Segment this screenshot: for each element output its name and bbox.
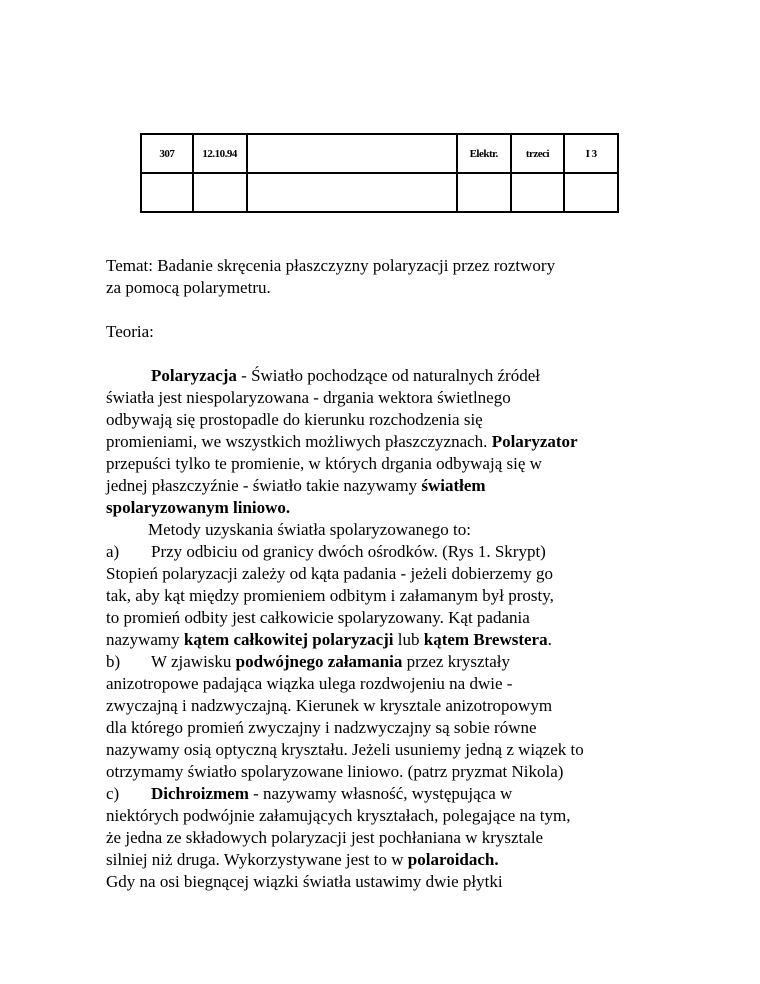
paragraph-line: odbywają się prostopadle do kierunku rozchodzenia się: [106, 410, 483, 429]
paragraph-line: silniej niż druga. Wykorzystywane jest to w polaroidach.: [106, 850, 499, 869]
term-dichroizmem: Dichroizmem: [151, 784, 249, 803]
table-cell: [193, 173, 247, 212]
term-polaryzator: Polaryzator: [491, 432, 578, 451]
paragraph-line: Polaryzacja - Światło pochodzące od naturalnych źródeł: [151, 366, 540, 385]
header-table: [140, 133, 619, 213]
table-cell-number: 307: [141, 134, 193, 173]
term-swiatlem: światłem: [421, 476, 486, 495]
list-label-a: a): [106, 542, 120, 561]
topic-line-2: za pomocą polarymetru.: [106, 278, 271, 297]
paragraph-line: to promień odbity jest całkowicie spolaryzowany. Kąt padania: [106, 608, 530, 627]
paragraph-line: Gdy na osi biegnącej wiązki światła ustawimy dwie płytki: [106, 872, 503, 891]
table-cell: [564, 173, 618, 212]
paragraph-line: przepuści tylko te promienie, w których drgania odbywają się w: [106, 454, 542, 473]
term-kat-calkowitej: kątem całkowitej polaryzacji: [183, 630, 394, 649]
paragraph-line: otrzymamy światło spolaryzowane liniowo. (patrz pryzmat Nikola): [106, 762, 564, 781]
header-table-row: [141, 134, 618, 173]
theory-heading: Teoria:: [106, 322, 154, 341]
table-cell-group: I 3: [564, 134, 618, 173]
list-item-a: a) Przy odbiciu od granicy dwóch ośrodków. (Rys 1. Skrypt): [106, 542, 546, 561]
table-cell: [457, 173, 511, 212]
list-label-b: b): [106, 652, 121, 671]
body-text: [106, 255, 686, 893]
paragraph-line: [106, 497, 686, 519]
table-cell-year: trzeci: [511, 134, 565, 173]
topic-line-1: Temat: Badanie skręcenia płaszczyzny polaryzacji przez roztwory: [106, 256, 556, 275]
paragraph-line: zwyczajną i nadzwyczajną. Kierunek w krysztale anizotropowym: [106, 696, 553, 715]
table-cell: [141, 173, 193, 212]
list-item-b: b) W zjawisku podwójnego załamania przez kryształy: [106, 652, 511, 671]
term-polaryzacja: Polaryzacja: [151, 366, 237, 385]
paragraph-line: nazywamy osią optyczną kryształu. Jeżeli usuniemy jedną z wiązek to: [106, 740, 584, 759]
term-polaroidach: polaroidach.: [407, 850, 499, 869]
list-label-c: c): [106, 784, 120, 803]
paragraph-line: Stopień polaryzacji zależy od kąta padania - jeżeli dobierzemy go: [106, 564, 553, 583]
paragraph-line: dla którego promień zwyczajny i nadzwyczajny są sobie równe: [106, 718, 537, 737]
term-spolaryzowanym: spolaryzowanym liniowo.: [106, 498, 291, 517]
term-kat-brewstera: kątem Brewstera: [423, 630, 548, 649]
paragraph-line: promieniami, we wszystkich możliwych płaszczyznach. Polaryzator: [106, 432, 578, 451]
paragraph-line: tak, aby kąt między promieniem odbitym i załamanym był prosty,: [106, 586, 554, 605]
table-cell-blank: [247, 134, 457, 173]
paragraph-line: niektórych podwójnie załamujących kryształach, polegające na tym,: [106, 806, 571, 825]
paragraph-line: światła jest niespolaryzowana - drgania wektora świetlnego: [106, 388, 511, 407]
table-cell: [247, 173, 457, 212]
paragraph-line: anizotropowe padająca wiązka ulega rozdwojeniu na dwie -: [106, 674, 513, 693]
paragraph-line: Metody uzyskania światła spolaryzowanego to:: [148, 520, 471, 539]
list-item-c: c) Dichroizmem - nazywamy własność, występująca w: [106, 784, 513, 803]
paragraph-line: nazywamy kątem całkowitej polaryzacji lub kątem Brewstera.: [106, 630, 552, 649]
table-cell: [511, 173, 565, 212]
table-cell-field: Elektr.: [457, 134, 511, 173]
table-cell-date: 12.10.94: [193, 134, 247, 173]
header-table-row: [141, 173, 618, 212]
paragraph-line: że jedna ze składowych polaryzacji jest pochłaniana w krysztale: [106, 828, 544, 847]
paragraph-line: jednej płaszczyźnie - światło takie nazywamy światłem: [106, 476, 486, 495]
term-podwojnego: podwójnego załamania: [235, 652, 403, 671]
